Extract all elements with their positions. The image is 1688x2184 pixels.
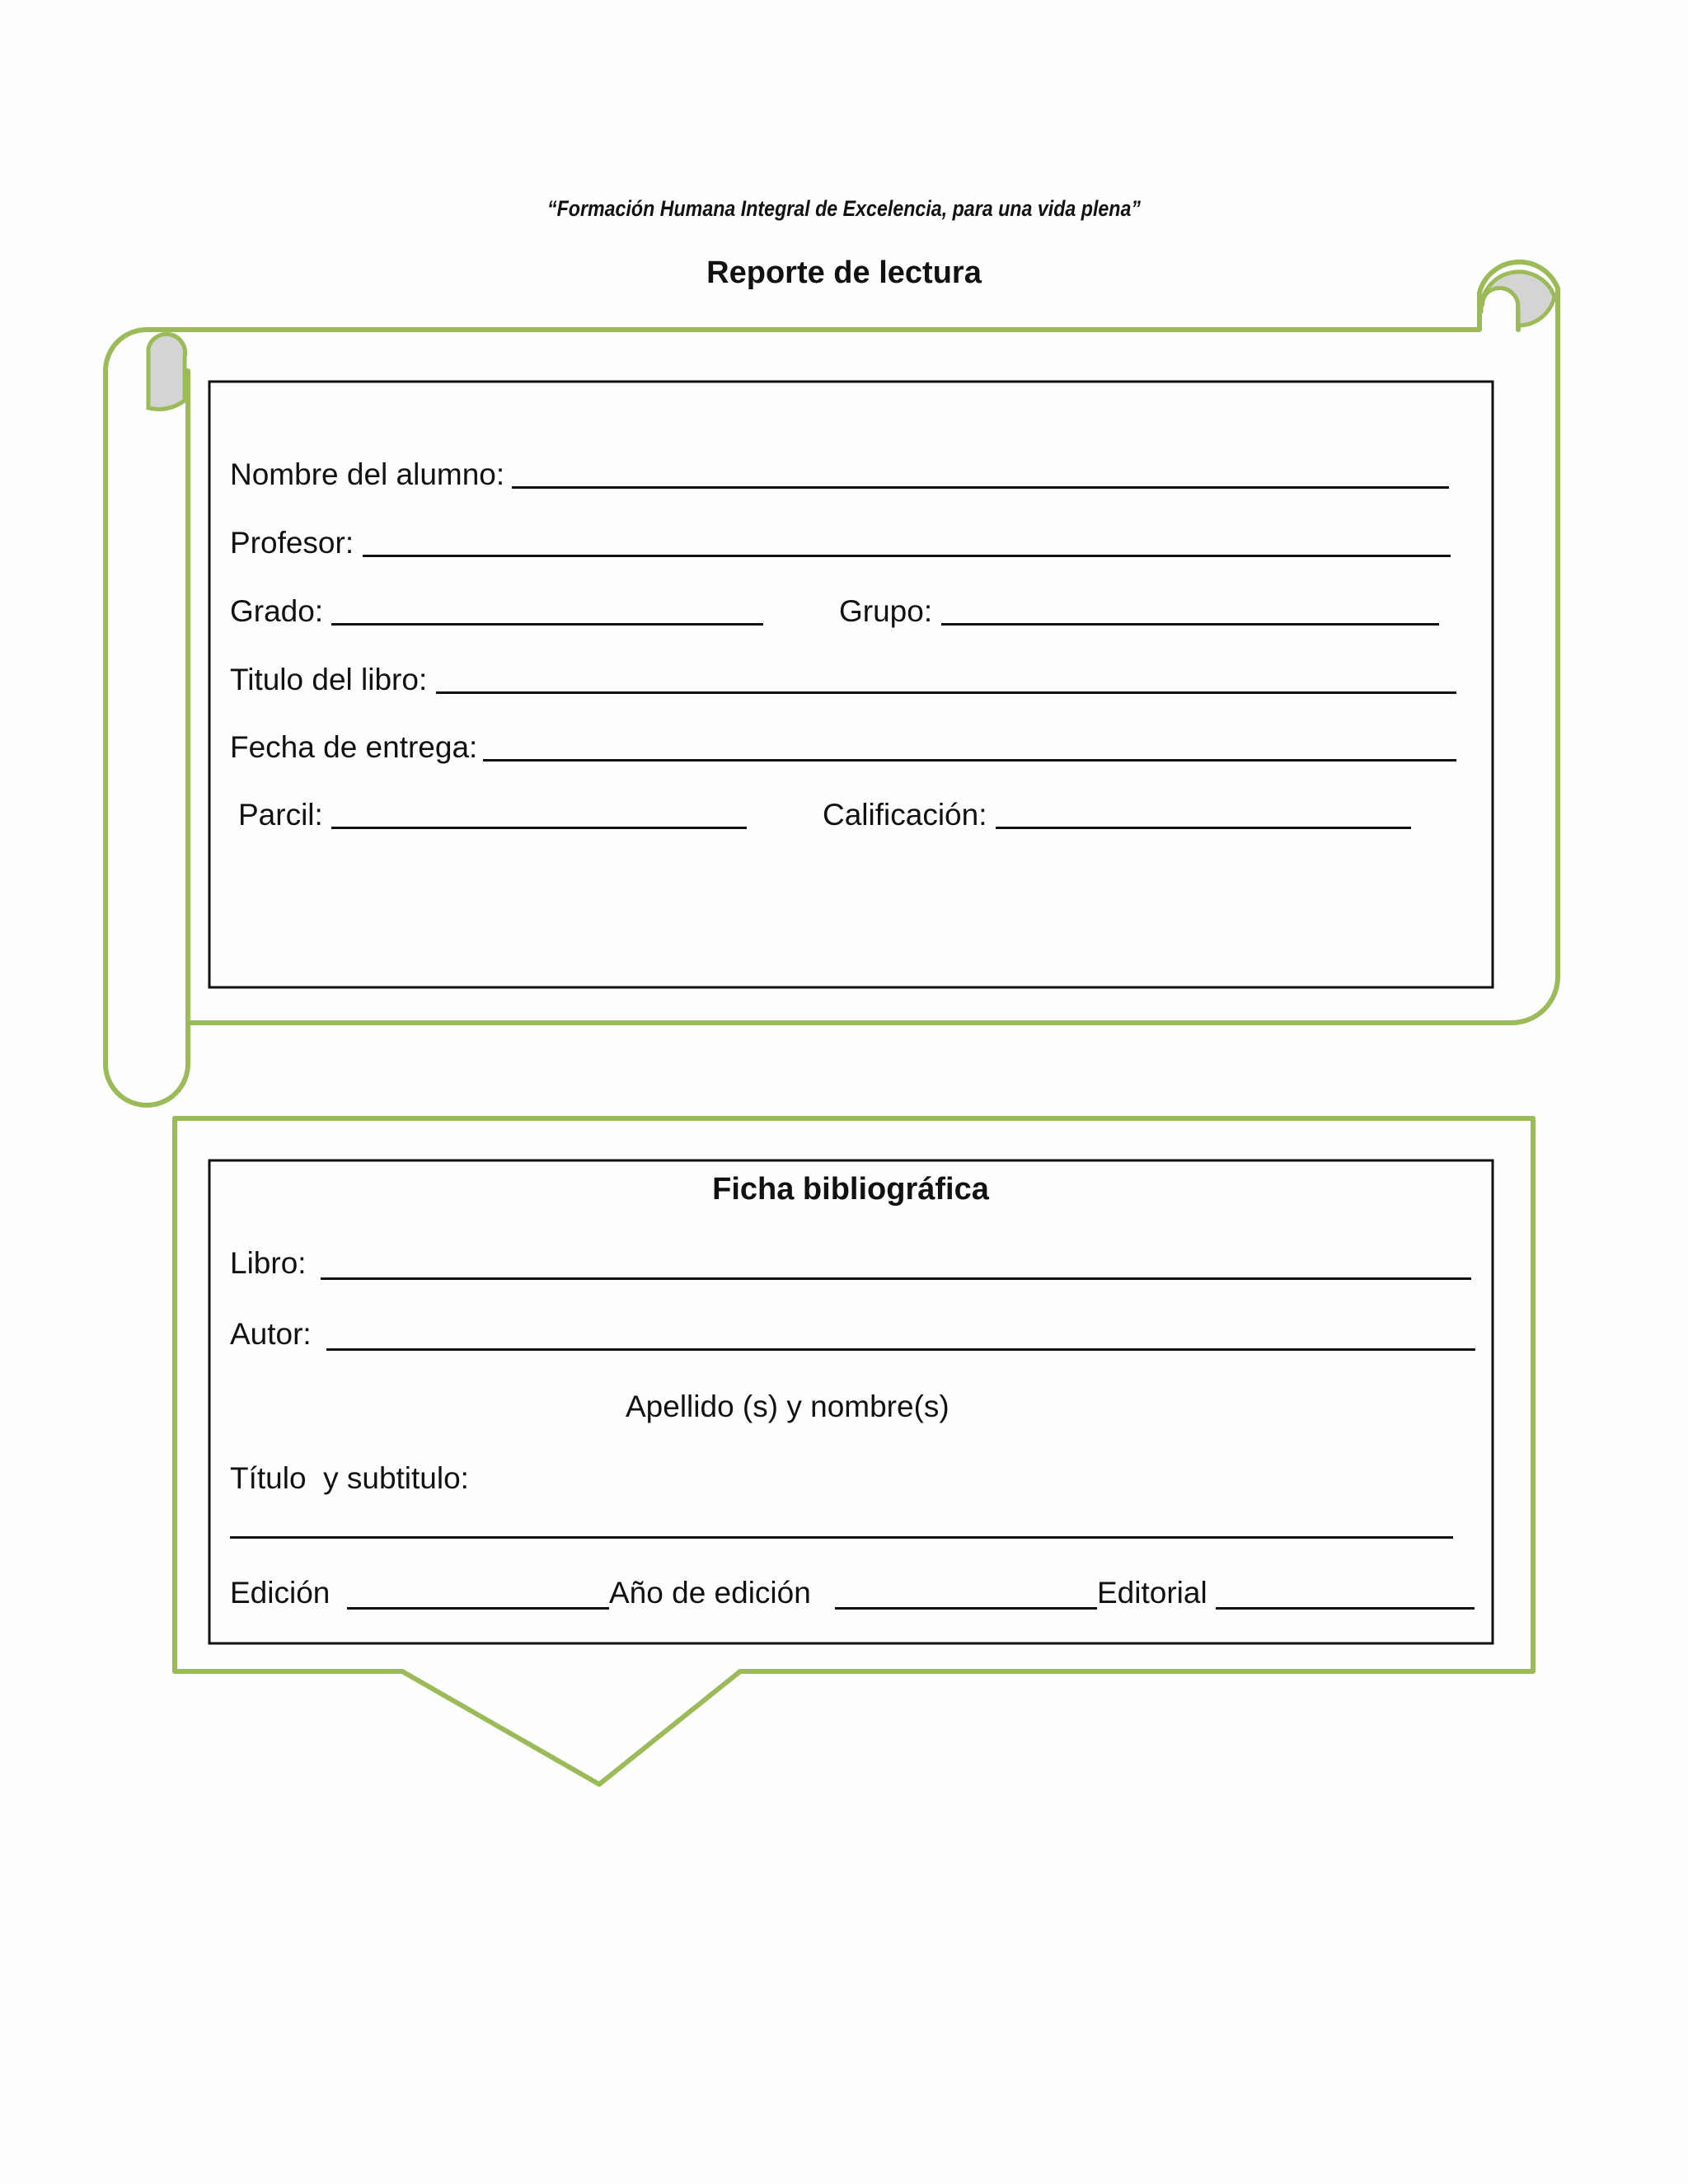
titulo-subtitulo-field[interactable]: [230, 1536, 1453, 1539]
titulo-subtitulo-label: Título y subtitulo:: [230, 1461, 469, 1495]
libro-label: Libro:: [230, 1246, 307, 1280]
titulo-libro-label: Titulo del libro:: [230, 663, 428, 696]
fecha-entrega-label: Fecha de entrega:: [230, 730, 478, 764]
grupo-label: Grupo:: [839, 594, 933, 628]
scroll-left-roll: [106, 330, 188, 1105]
autor-label: Autor:: [230, 1317, 312, 1351]
profesor-field[interactable]: [363, 555, 1451, 557]
edicion-label: Edición: [230, 1576, 331, 1610]
libro-field[interactable]: [321, 1277, 1471, 1280]
grado-field[interactable]: [331, 623, 763, 626]
scroll-left-curl: [148, 334, 185, 409]
editorial-field[interactable]: [1216, 1607, 1475, 1610]
page-title: Reporte de lectura: [706, 255, 982, 290]
nombre-alumno-label: Nombre del alumno:: [230, 457, 505, 491]
grupo-field[interactable]: [941, 623, 1439, 626]
edicion-field[interactable]: [347, 1607, 609, 1610]
grado-label: Grado:: [230, 594, 324, 628]
nombre-alumno-field[interactable]: [512, 486, 1449, 489]
editorial-label: Editorial: [1097, 1576, 1207, 1610]
autor-field[interactable]: [326, 1348, 1475, 1351]
school-motto: “Formación Humana Integral de Excelencia, para una vida plena”: [546, 196, 1142, 221]
profesor-label: Profesor:: [230, 526, 354, 560]
calificacion-field[interactable]: [996, 827, 1411, 829]
ficha-title: Ficha bibliográfica: [712, 1172, 989, 1207]
scroll-banner-frame: [147, 262, 1558, 1023]
autor-hint: Apellido (s) y nombre(s): [626, 1390, 950, 1423]
anio-edicion-label: Año de edición: [609, 1576, 811, 1610]
titulo-libro-field[interactable]: [436, 691, 1456, 694]
calificacion-label: Calificación:: [823, 798, 987, 832]
parcial-field[interactable]: [331, 827, 747, 829]
fecha-entrega-field[interactable]: [483, 759, 1456, 762]
anio-edicion-field[interactable]: [835, 1607, 1097, 1610]
parcial-label: Parcil:: [238, 798, 323, 832]
callout-frame: [175, 1118, 1533, 1784]
